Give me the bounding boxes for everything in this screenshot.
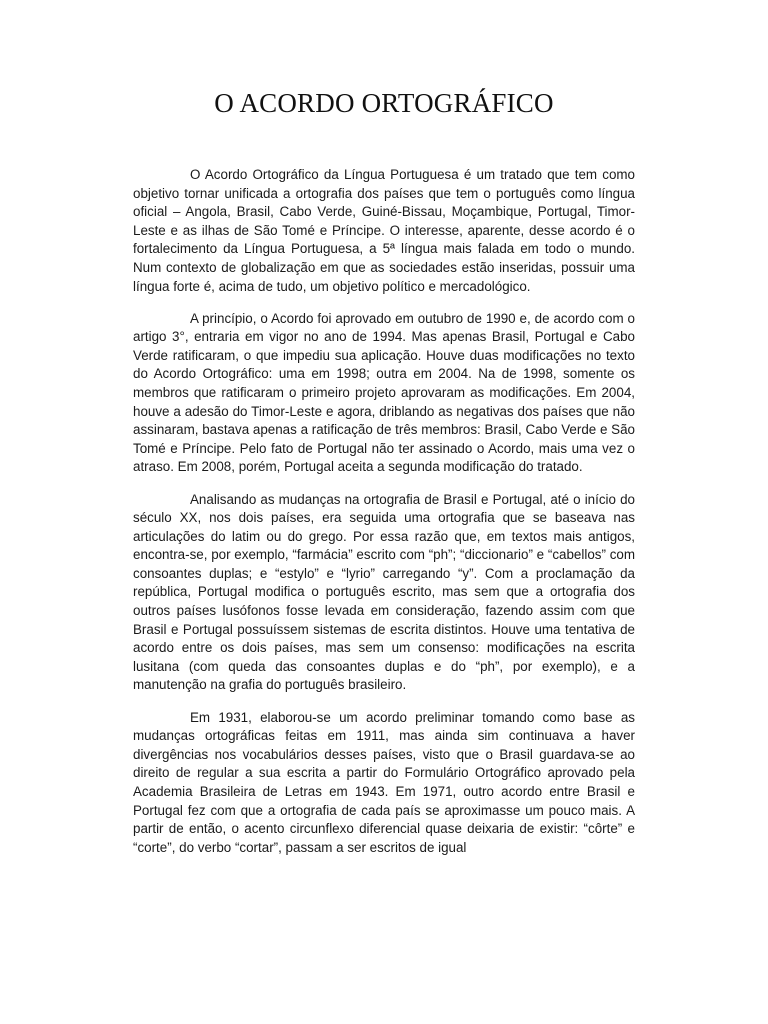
paragraph-3: Analisando as mudanças na ortografia de Brasil e Portugal, até o início do século XX, nos dois países, era seguida uma ortografia que se baseava nas articulações do latim ou do grego. Por essa razão que, em textos mais antigos, encontra-se, por exemplo, “farmácia” escrito com “ph”; “diccionario” e “cabellos” com consoantes duplas; e “estylo” e “lyrio” carregando “y”. Com a proclamação da república, Portugal modifica o português escrito, mas sem que a ortografia dos outros países lusófonos fosse levada em consideração, fazendo assim com que Brasil e Portugal possuíssem sistemas de escrita distintos. Houve uma tentativa de acordo entre os dois países, mas sem um consenso: modificações na escrita lusitana (com queda das consoantes duplas e do “ph”, por exemplo), e a manutenção na grafia do português brasileiro. [133,491,635,693]
paragraph-1: O Acordo Ortográfico da Língua Portuguesa é um tratado que tem como objetivo tornar unificada a ortografia dos países que tem o português como língua oficial – Angola, Brasil, Cabo Verde, Guiné-Bissau, Moçambique, Portugal, Timor-Leste e as ilhas de São Tomé e Príncipe. O interesse, aparente, desse acordo é o fortalecimento da Língua Portuguesa, a 5ª língua mais falada em todo o mundo. Num contexto de globalização em que as sociedades estão inseridas, possuir uma língua forte é, acima de tudo, um objetivo político e mercadológico. [133,167,635,294]
paragraph-2: A princípio, o Acordo foi aprovado em outubro de 1990 e, de acordo com o artigo 3°, entraria em vigor no ano de 1994. Mas apenas Brasil, Portugal e Cabo Verde ratificaram, o que impediu sua aplicação. Houve duas modificações no texto do Acordo Ortográfico: uma em 1998; outra em 2004. Na de 1998, somente os membros que ratificaram o primeiro projeto aprovaram as modificações. Em 2004, houve a adesão do Timor-Leste e agora, driblando as negativas dos países que não assinaram, bastava apenas a ratificação de três membros: Brasil, Cabo Verde e São Tomé e Príncipe. Pelo fato de Portugal não ter assinado o Acordo, mais uma vez o atraso. Em 2008, porém, Portugal aceita a segunda modificação do tratado. [133,310,635,475]
document-title: O ACORDO ORTOGRÁFICO [214,88,554,118]
paragraph-4: Em 1931, elaborou-se um acordo preliminar tomando como base as mudanças ortográficas feitas em 1911, mas ainda sim continuava a haver divergências nos vocabulários desses países, visto que o Brasil guardava-se ao direito de regular a sua escrita a partir do Formulário Ortográfico aprovado pela Academia Brasileira de Letras em 1943. Em 1971, outro acordo entre Brasil e Portugal fez com que a ortografia de cada país se aproximasse um pouco mais. A partir de então, o acento circunflexo diferencial quase deixaria de existir: “côrte” e “corte”, do verbo “cortar”, passam a ser escritos de igual [133,709,635,855]
document-body [133,166,635,871]
